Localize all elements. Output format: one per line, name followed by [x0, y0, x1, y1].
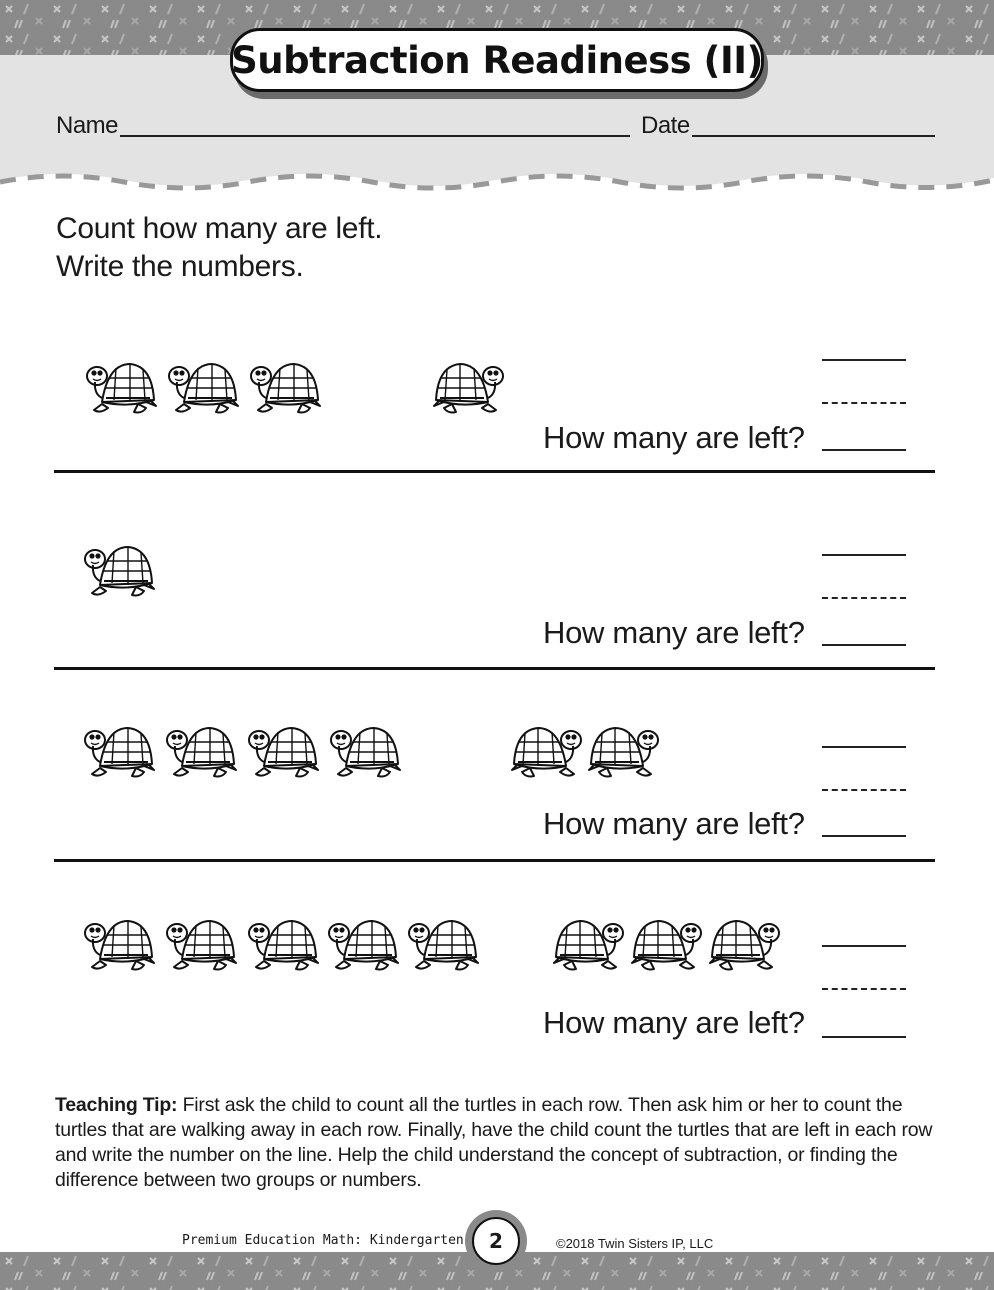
turtle-walking-away-icon [550, 911, 630, 975]
question-text: How many are left? [543, 615, 805, 650]
turtle-walking-away-icon [508, 718, 588, 782]
question-text: How many are left? [543, 806, 805, 841]
page-title: Subtraction Readiness (II) [231, 38, 763, 82]
turtle-icon [242, 718, 322, 782]
teaching-tip-label: Teaching Tip: [55, 1094, 178, 1116]
turtle-icon [324, 718, 404, 782]
name-field[interactable] [120, 135, 630, 137]
problem-row-4 [0, 925, 994, 1085]
answer-line-dashed [822, 789, 906, 791]
turtle-icon [160, 911, 240, 975]
answer-line-top [822, 945, 906, 947]
answer-line-dashed [822, 597, 906, 599]
date-label: Date [641, 112, 690, 139]
answer-field[interactable] [822, 644, 906, 646]
question-text: How many are left? [543, 420, 805, 455]
row-divider [54, 859, 935, 862]
answer-field[interactable] [822, 1036, 906, 1038]
turtle-icon [244, 354, 324, 418]
turtle-walking-away-icon [706, 911, 786, 975]
page-number: 2 [472, 1217, 520, 1265]
answer-field[interactable] [822, 835, 906, 837]
turtle-icon [322, 911, 402, 975]
problem-row-3 [0, 726, 994, 886]
instruction-line-2: Write the numbers. [56, 250, 304, 283]
row-divider [54, 667, 935, 670]
turtle-icon [402, 911, 482, 975]
turtle-icon [78, 537, 158, 601]
footer-copyright: ©2018 Twin Sisters IP, LLC [556, 1236, 714, 1251]
question-text: How many are left? [543, 1005, 805, 1040]
instructions [56, 210, 382, 286]
answer-line-top [822, 359, 906, 361]
turtle-walking-away-icon [430, 354, 510, 418]
answer-field[interactable] [822, 449, 906, 451]
date-field[interactable] [692, 135, 935, 137]
turtle-icon [162, 354, 242, 418]
answer-line-top [822, 746, 906, 748]
instruction-line-1: Count how many are left. [56, 212, 383, 245]
turtle-walking-away-icon [585, 718, 665, 782]
teaching-tip-text: First ask the child to count all the turtles in each row. Then ask him or her to count the turtles that are walking away in each row. Finally, have the child count the turtles that are left in each row and write the number on the line. Help the child understand the concept of subtraction, or finding the difference between two groups or numbers. [55, 1094, 933, 1191]
problem-row-1 [0, 340, 994, 500]
name-label: Name [56, 112, 119, 139]
answer-line-dashed [822, 988, 906, 990]
row-divider [54, 470, 935, 473]
page-number-badge [465, 1210, 527, 1272]
answer-line-top [822, 554, 906, 556]
teaching-tip [55, 1093, 935, 1193]
turtle-walking-away-icon [628, 911, 708, 975]
title-banner [230, 28, 764, 92]
wavy-divider [0, 170, 994, 210]
footer-book-title: Premium Education Math: Kindergarten [182, 1233, 464, 1248]
turtle-icon [242, 911, 322, 975]
turtle-icon [80, 354, 160, 418]
answer-line-dashed [822, 402, 906, 404]
turtle-icon [78, 718, 158, 782]
turtle-icon [160, 718, 240, 782]
turtle-icon [78, 911, 158, 975]
problem-row-2 [0, 535, 994, 695]
